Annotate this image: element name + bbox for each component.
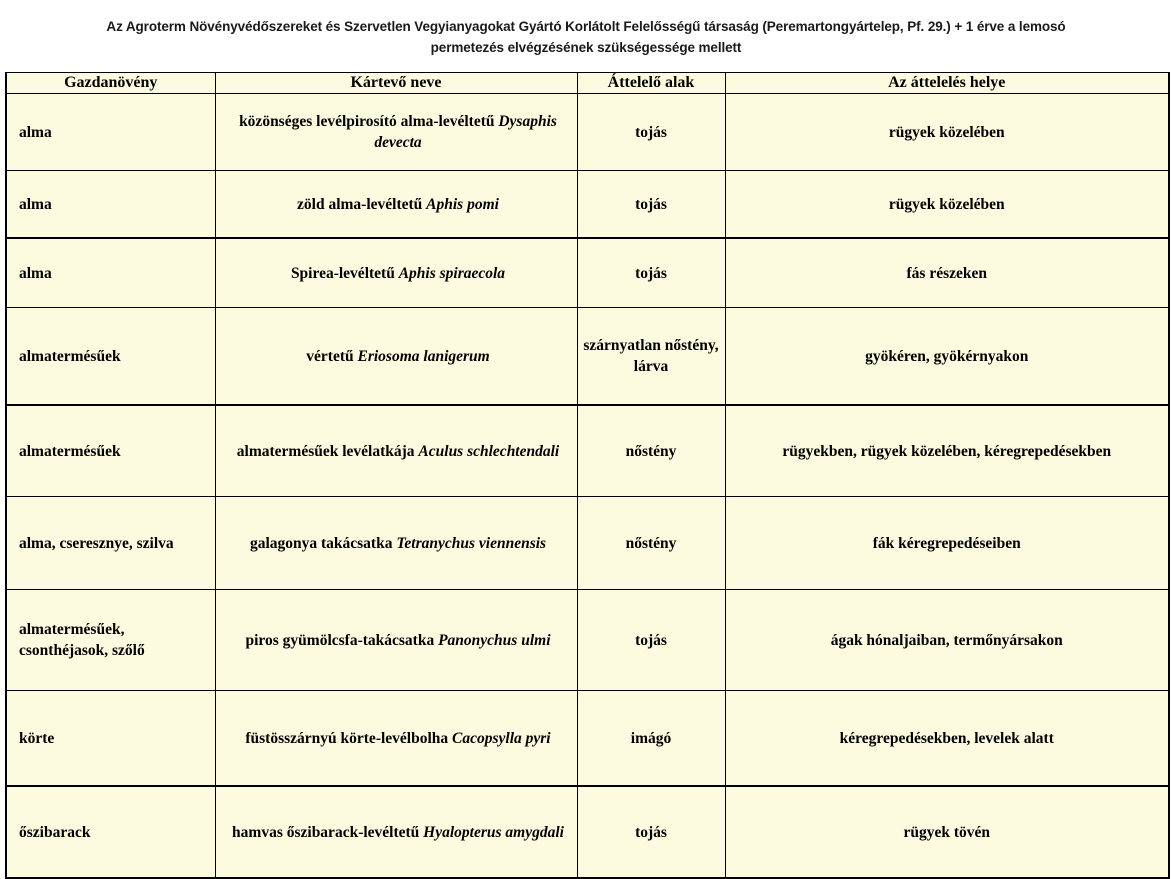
pest-scientific-name: Dysaphis devecta: [374, 113, 557, 151]
overwintering-pests-table: [5, 72, 1170, 879]
cell-pest-name: [215, 405, 577, 497]
cell-host-plant: almatermésűek: [6, 405, 215, 497]
pest-scientific-name: Aphis pomi: [426, 195, 499, 213]
cell-overwintering-place: rügyekben, rügyek közelében, kéregrepedésekben: [725, 405, 1169, 497]
pest-common-name: galagonya takácsatka: [249, 534, 393, 552]
column-header-host-plant: Gazdanövény: [6, 73, 215, 94]
cell-pest-name: [215, 308, 577, 406]
table-row: [6, 590, 1169, 691]
pest-name-text: [230, 822, 567, 843]
cell-pest-name: [215, 691, 577, 787]
cell-host-plant: alma: [6, 238, 215, 308]
cell-overwintering-stage: tojás: [577, 171, 725, 239]
cell-overwintering-stage: imágó: [577, 691, 725, 787]
cell-host-plant: almatermésűek, csonthéjasok, szőlő: [6, 590, 215, 691]
table-header-row: [6, 73, 1169, 94]
cell-pest-name: [215, 786, 577, 878]
cell-overwintering-place: rügyek közelében: [725, 94, 1169, 171]
cell-overwintering-place: rügyek tövén: [725, 786, 1169, 878]
pest-name-text: [230, 194, 567, 215]
cell-host-plant: körte: [6, 691, 215, 787]
cell-overwintering-stage: tojás: [577, 94, 725, 171]
pest-name-text: [230, 263, 567, 284]
pest-scientific-name: Aculus schlechtendali: [418, 442, 560, 460]
cell-host-plant: alma: [6, 171, 215, 239]
cell-overwintering-stage: szárnyatlan nőstény, lárva: [577, 308, 725, 406]
table-row: [6, 171, 1169, 239]
pest-scientific-name: Panonychus ulmi: [438, 631, 551, 649]
pest-scientific-name: Eriosoma lanigerum: [357, 347, 490, 365]
pest-name-text: [230, 111, 567, 153]
cell-host-plant: őszibarack: [6, 786, 215, 878]
table-row: [6, 497, 1169, 590]
column-header-overwintering-stage: Áttelelő alak: [577, 73, 725, 94]
pest-name-text: [230, 441, 567, 462]
column-header-overwintering-place: Az áttelelés helye: [725, 73, 1169, 94]
table-row: [6, 238, 1169, 308]
overwintering-pests-table-container: [5, 72, 1169, 879]
table-body: [6, 94, 1169, 879]
cell-overwintering-place: fás részeken: [725, 238, 1169, 308]
cell-pest-name: [215, 94, 577, 171]
pest-scientific-name: Hyalopterus amygdali: [423, 823, 564, 841]
cell-overwintering-stage: nőstény: [577, 405, 725, 497]
pest-name-text: [230, 533, 567, 554]
pest-scientific-name: Cacopsylla pyri: [452, 729, 551, 747]
cell-overwintering-stage: tojás: [577, 238, 725, 308]
cell-pest-name: [215, 171, 577, 239]
pest-scientific-name: Aphis spiraecola: [398, 264, 506, 282]
cell-overwintering-place: rügyek közelében: [725, 171, 1169, 239]
cell-pest-name: [215, 497, 577, 590]
cell-overwintering-place: gyökéren, gyökérnyakon: [725, 308, 1169, 406]
cell-host-plant: alma: [6, 94, 215, 171]
pest-name-text: [230, 346, 567, 367]
table-row: [6, 405, 1169, 497]
pest-common-name: Spirea-levéltetű: [290, 264, 395, 282]
pest-name-text: [230, 728, 567, 749]
table-row: [6, 786, 1169, 878]
title-line-1: Az Agroterm Növényvédőszereket és Szervetlen Vegyianyagokat Gyártó Korlátolt Felelősségű társaság (Peremartongyártelep, Pf. 29.) + 1 érve a lemosó: [106, 19, 1066, 34]
table-header: [6, 73, 1169, 94]
pest-common-name: füstösszárnyú körte-levélbolha: [245, 729, 449, 747]
table-row: [6, 308, 1169, 406]
pest-common-name: almatermésűek levélatkája: [236, 442, 415, 460]
cell-host-plant: alma, cseresznye, szilva: [6, 497, 215, 590]
pest-common-name: piros gyümölcsfa-takácsatka: [245, 631, 435, 649]
cell-overwintering-place: fák kéregrepedéseiben: [725, 497, 1169, 590]
cell-host-plant: almatermésűek: [6, 308, 215, 406]
cell-overwintering-place: kéregrepedésekben, levelek alatt: [725, 691, 1169, 787]
pest-name-text: [230, 630, 567, 651]
column-header-pest-name: Kártevő neve: [215, 73, 577, 94]
pest-common-name: közönséges levélpirosító alma-levéltetű: [239, 113, 495, 130]
table-row: [6, 94, 1169, 171]
cell-overwintering-stage: tojás: [577, 590, 725, 691]
pest-common-name: hamvas őszibarack-levéltetű: [232, 823, 420, 841]
cell-overwintering-stage: nőstény: [577, 497, 725, 590]
cell-pest-name: [215, 590, 577, 691]
pest-scientific-name: Tetranychus viennensis: [396, 534, 547, 552]
table-row: [6, 691, 1169, 787]
pest-common-name: vértetű: [306, 347, 354, 365]
title-line-2: permetezés elvégzésének szükségessége mellett: [430, 40, 742, 55]
document-title: [0, 0, 1172, 58]
cell-overwintering-place: ágak hónaljaiban, termőnyársakon: [725, 590, 1169, 691]
cell-pest-name: [215, 238, 577, 308]
pest-common-name: zöld alma-levéltetű: [297, 195, 423, 213]
cell-overwintering-stage: tojás: [577, 786, 725, 878]
